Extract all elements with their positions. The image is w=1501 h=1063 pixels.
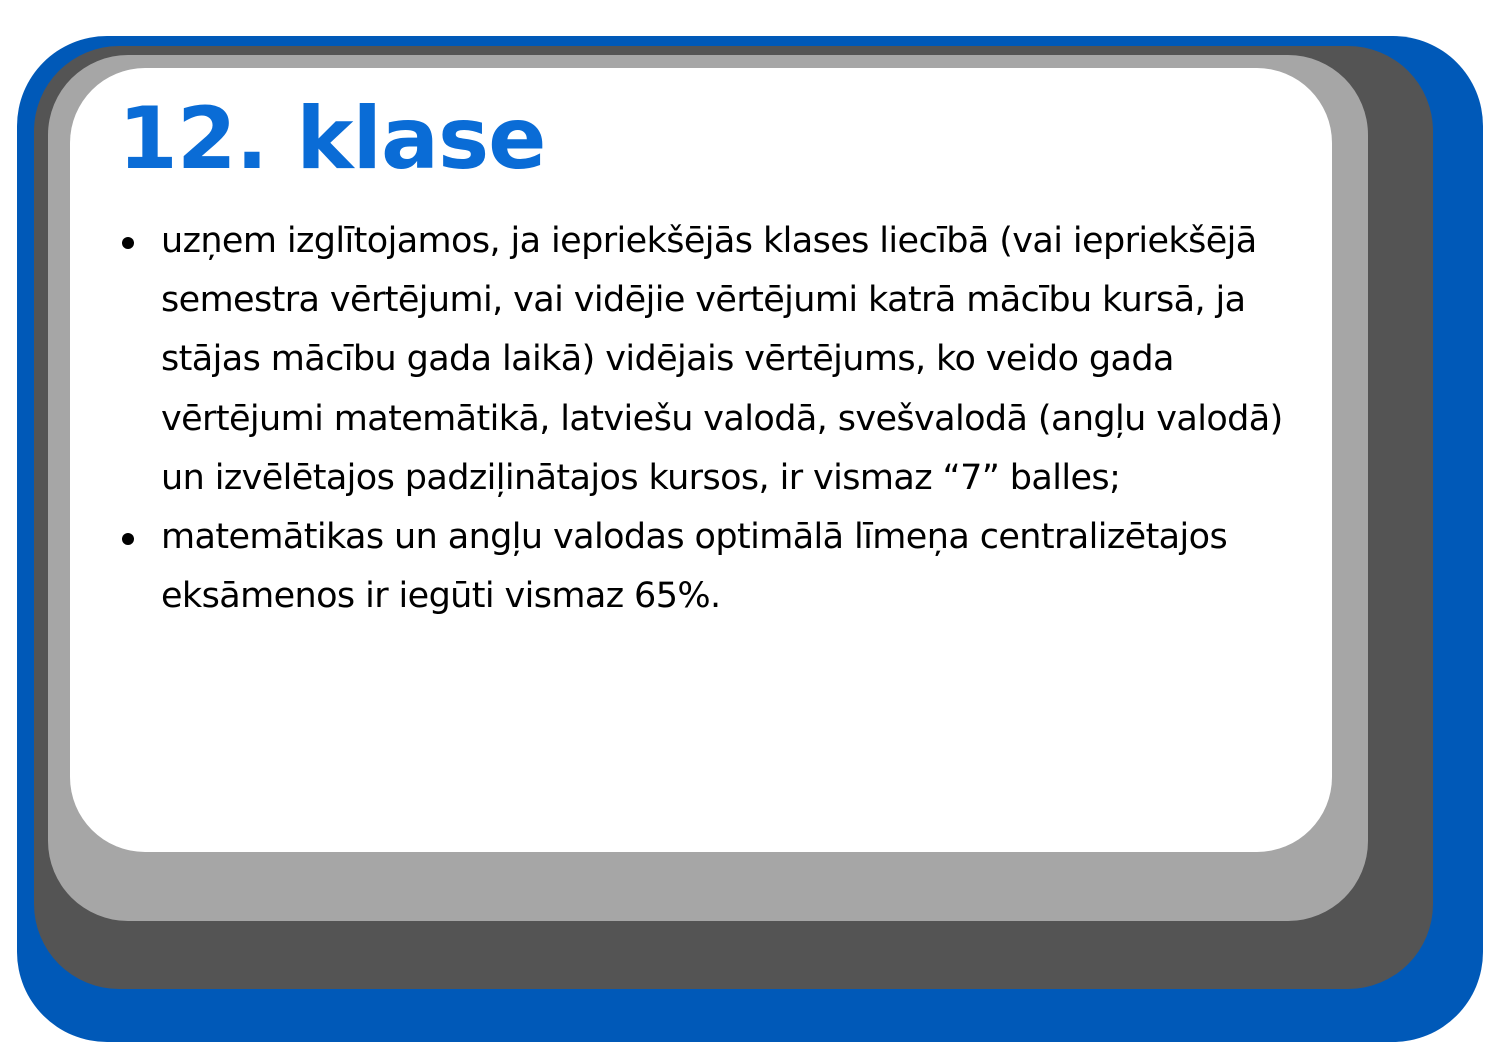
list-item	[118, 508, 1318, 626]
list-item-text: uzņem izglītojamos, ja iepriekšējās klases liecībā (vai iepriekšējā semestra vērtējumi, vai vidējie vērtējumi katrā mācību kursā, ja stājas mācību gada laikā) vidējais vērtējums, ko veido gada vērtējumi matemātikā, latviešu valodā, svešvalodā (angļu valodā) un izvēlētajos padziļinātajos kursos, ir vismaz “7” balles;	[161, 221, 1283, 498]
bullet-icon	[122, 533, 134, 545]
requirements-list	[118, 212, 1318, 626]
card-title: 12. klase	[118, 89, 546, 189]
bullet-icon	[122, 237, 134, 249]
list-item	[118, 212, 1318, 508]
list-item-text: matemātikas un angļu valodas optimālā līmeņa centralizētajos eksāmenos ir iegūti vismaz 65%.	[161, 517, 1228, 617]
